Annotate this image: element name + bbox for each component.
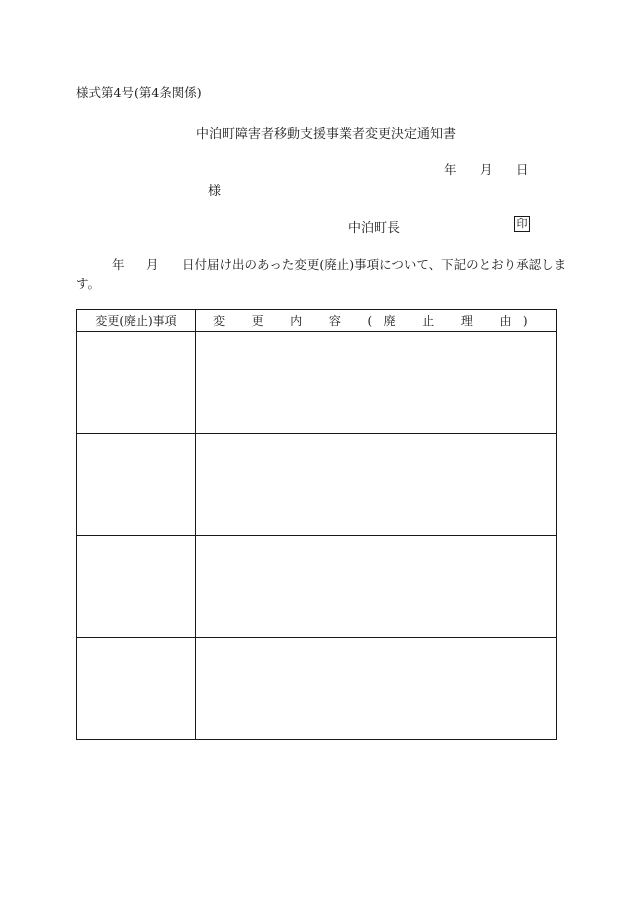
change-item-cell[interactable] [77, 638, 196, 740]
body-text-line1 [76, 255, 566, 273]
body-year-label: 年 [112, 257, 125, 272]
document-title: 中泊町障害者移動支援事業者変更決定通知書 [196, 127, 457, 142]
body-text: 日付届け出のあった変更(廃止)事項について、下記のとおり承認しま [182, 257, 567, 272]
change-item-cell[interactable] [77, 536, 196, 638]
table-row [77, 638, 557, 740]
change-content-cell[interactable] [196, 332, 557, 434]
change-content-cell[interactable] [196, 434, 557, 536]
change-item-cell[interactable] [77, 434, 196, 536]
form-number: 様式第4号(第4条関係) [76, 85, 202, 100]
table-row [77, 434, 557, 536]
date-line [444, 160, 529, 178]
date-month-label: 月 [480, 162, 493, 177]
table-header-row [77, 310, 557, 332]
date-day-label: 日 [516, 162, 529, 177]
seal-mark: 印 [514, 216, 530, 232]
change-content-cell[interactable] [196, 638, 557, 740]
change-content-cell[interactable] [196, 536, 557, 638]
change-item-cell[interactable] [77, 332, 196, 434]
issuer-name: 中泊町長 [348, 221, 401, 236]
header-change-item: 変更(廃止)事項 [77, 310, 196, 332]
addressee-suffix: 様 [208, 184, 222, 199]
body-text-line2: す。 [76, 276, 101, 291]
table-row [77, 536, 557, 638]
table-row [77, 332, 557, 434]
change-details-table [76, 309, 557, 740]
header-change-content: 変 更 内 容 (廃 止 理 由) [196, 310, 557, 332]
date-year-label: 年 [444, 162, 457, 177]
body-month-label: 月 [146, 257, 159, 272]
